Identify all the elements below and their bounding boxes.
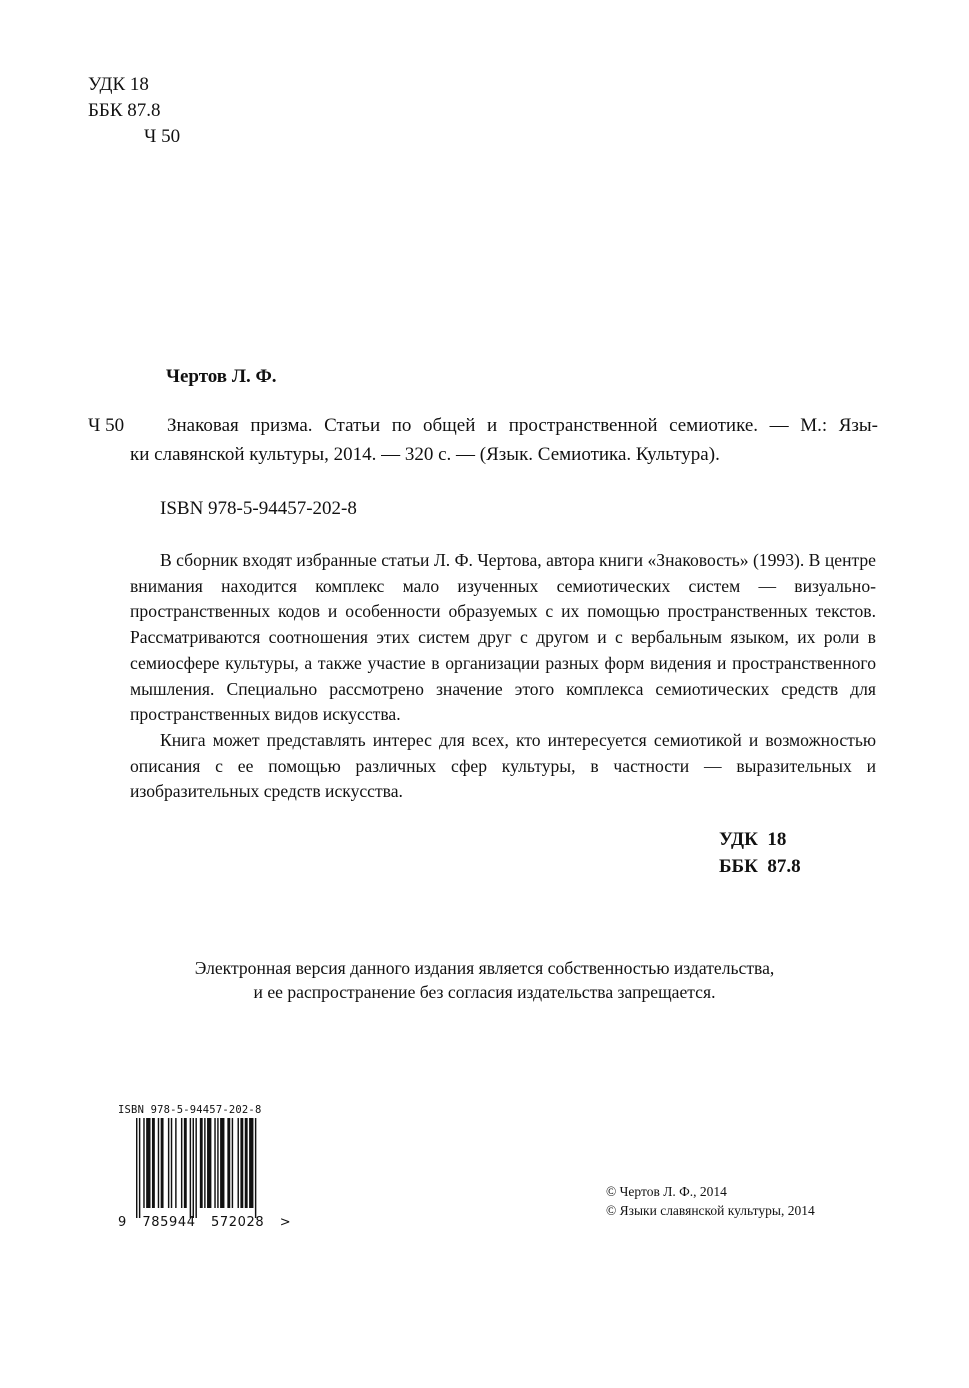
barcode-arrow: >: [279, 1215, 292, 1230]
udk-code-bottom: УДК 18: [719, 829, 787, 850]
barcode-bar: [214, 1118, 215, 1208]
barcode-isbn-label: ISBN 978-5-94457-202-8: [118, 1104, 262, 1116]
isbn: ISBN 978-5-94457-202-8: [160, 498, 357, 519]
barcode-digits: [118, 1215, 290, 1230]
barcode-bar: [152, 1118, 155, 1208]
barcode-bar: [232, 1118, 233, 1208]
entry-line-1: Знаковая призма. Статьи по общей и пространственной семиотике. — М.: Язы-: [167, 415, 878, 436]
barcode-bar: [249, 1118, 253, 1208]
barcode-bar: [161, 1118, 164, 1208]
barcode-bar: [204, 1118, 205, 1208]
barcode-bar: [175, 1118, 176, 1208]
barcode-bars: [118, 1118, 290, 1218]
udk-code: УДК 18: [88, 74, 149, 95]
barcode-bar: [240, 1118, 243, 1208]
isbn-barcode: [118, 1104, 290, 1230]
barcode-bar: [217, 1118, 218, 1208]
barcode-bar: [158, 1118, 159, 1208]
copyright-notice: [0, 956, 969, 1004]
barcode-right-group: 572028: [211, 1215, 265, 1230]
copyright-publisher: © Языки славянской культуры, 2014: [606, 1203, 815, 1218]
notice-line-1: Электронная версия данного издания является собственностью издательства,: [194, 958, 775, 978]
barcode-bar: [193, 1118, 194, 1218]
abstract-paragraph-2: Книга может представлять интерес для всех, кто интересуется семиотикой и возможностью описания с ее помощью различных сфер культуры, в частности — выразительных и изобразительных средств искусства.: [130, 729, 876, 802]
barcode-bar: [220, 1118, 224, 1208]
copyright-author: © Чертов Л. Ф., 2014: [606, 1184, 727, 1199]
classification-codes-top: [88, 72, 180, 150]
barcode-left-group: 785944: [142, 1215, 196, 1230]
author-name: Чертов Л. Ф.: [166, 366, 277, 387]
abstract: [130, 548, 876, 805]
barcode-bar: [255, 1118, 256, 1218]
abstract-paragraph-1: В сборник входят избранные статьи Л. Ф. Чертова, автора книги «Знаковость» (1993). В центре внимания находится комплекс мало изученных семиотических систем — визуально-пространственных кодов и особенности образуемых с их помощью пространственных текстов. Рассматриваются соотношения этих систем друг с другом и с вербальным языком, их роли в семиосфере культуры, а также участие в организации разных форм видения и пространственного мышления. Специально рассмотрено значение этого комплекса семиотических средств для пространственных видов искусства.: [130, 550, 876, 725]
barcode-bar: [245, 1118, 248, 1208]
barcode-first-digit: 9: [118, 1215, 127, 1230]
barcode-bar: [143, 1118, 144, 1208]
barcode-bar: [146, 1118, 150, 1208]
barcode-bar: [195, 1118, 196, 1218]
entry-line-2: ки славянской культуры, 2014. — 320 с. — (Язык. Семиотика. Культура).: [130, 444, 720, 465]
bbk-code: ББК 87.8: [88, 100, 161, 121]
bibliographic-entry: [88, 411, 878, 469]
cutter-code: Ч 50: [144, 126, 181, 147]
barcode-bar: [184, 1118, 187, 1208]
barcode-bar: [227, 1118, 230, 1208]
barcode-bar: [200, 1118, 203, 1208]
bbk-code-bottom: ББК 87.8: [719, 856, 801, 877]
entry-cutter: Ч 50: [88, 415, 125, 436]
barcode-bar: [207, 1118, 211, 1208]
barcode-bar: [190, 1118, 191, 1218]
copyright-block: [606, 1182, 815, 1220]
barcode-bar: [238, 1118, 239, 1208]
barcode-bar: [181, 1118, 182, 1208]
classification-codes-bottom: [719, 826, 801, 880]
barcode-bar: [171, 1118, 172, 1208]
barcode-bar: [139, 1118, 140, 1218]
barcode-bar: [168, 1118, 169, 1208]
notice-line-2: и ее распространение без согласия издательства запрещается.: [253, 982, 716, 1002]
barcode-bar: [136, 1118, 137, 1218]
